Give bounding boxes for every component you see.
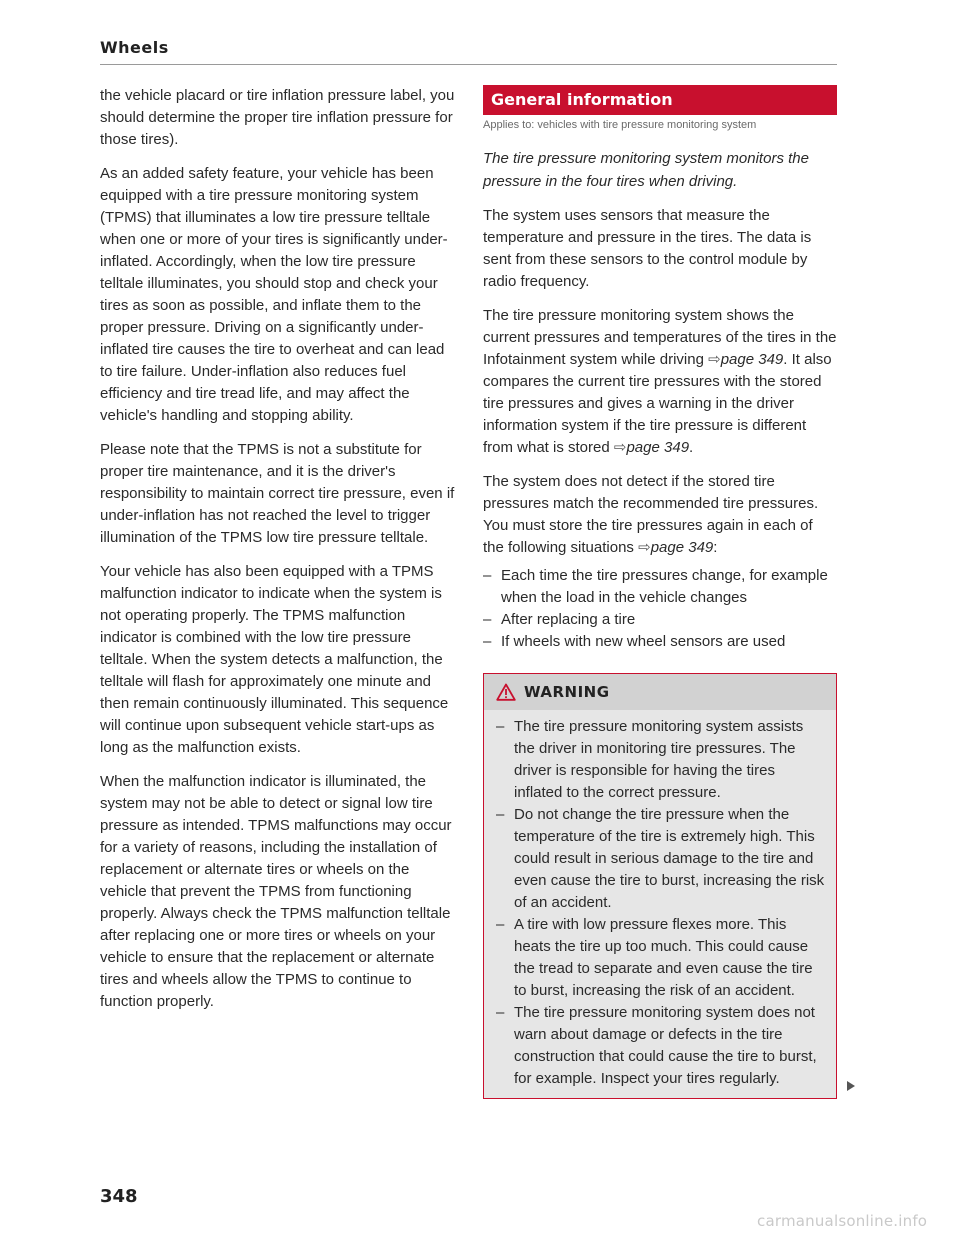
list-item: – After replacing a tire [483, 609, 837, 631]
reference-arrow-icon: ⇨ [708, 351, 721, 368]
warning-title: WARNING [524, 683, 610, 701]
warning-list [484, 716, 836, 1090]
page-reference-link[interactable]: page 349 [626, 439, 690, 456]
paragraph [483, 305, 837, 459]
section-intro: The tire pressure monitoring system monitors the pressure in the four tires when driving. [483, 150, 809, 190]
warning-item: – The tire pressure monitoring system does not warn about damage or defects in the tire construction that could cause the tire to burst, for example. Inspect your tires regularly. [496, 1002, 826, 1090]
paragraph: When the malfunction indicator is illuminated, the system may not be able to detect or signal low tire pressure as intended. TPMS malfunctions may occur for a variety of reasons, including the installation of replacement or alternate tires or wheels on the vehicle that prevent the TPMS from functioning properly. Always check the TPMS malfunction telltale after replacing one or more tires or wheels on your vehicle to ensure that the replacement or alternate tires and wheels allow the TPMS to continue to function properly. [100, 773, 452, 1010]
list-item: – If wheels with new wheel sensors are used [483, 631, 837, 653]
paragraph: Your vehicle has also been equipped with a TPMS malfunction indicator to indicate when the system is not operating properly. The TPMS malfunction indicator is combined with the low tire pressure telltale. When the system detects a malfunction, the telltale will flash for approximately one minute and then remain continuously illuminated. This sequence will continue upon subsequent vehicle start-ups as long as the malfunction exists. [100, 563, 449, 756]
paragraph [483, 471, 837, 559]
paragraph: As an added safety feature, your vehicle has been equipped with a tire pressure monitoring system (TPMS) that illuminates a low tire pressure telltale when one or more of your tires is significantly under-inflated. Accordingly, when the low tire pressure telltale illuminates, you should stop and check your tires as soon as possible, and inflate them to the proper pressure. Driving on a significantly under-inflated tire causes the tire to overheat and can lead to tire failure. Under-inflation also reduces fuel efficiency and tire tread life, and may affect the vehicle's handling and stopping ability. [100, 165, 448, 424]
paragraph: The system uses sensors that measure the temperature and pressure in the tires. The data is sent from these sensors to the control module by radio frequency. [483, 207, 812, 290]
header-divider [100, 64, 837, 65]
paragraph-text: The tire pressure monitoring system shows the current pressures and temperatures of the tires in the Infotainment system while driving [483, 307, 837, 368]
page-number: 348 [100, 1186, 138, 1207]
warning-header [484, 674, 836, 710]
reference-arrow-icon: ⇨ [613, 439, 627, 456]
paragraph-text: . It also compares the current tire pressures with the stored tire pressures and gives a warning in the driver information system if the tire pressure is different from what is stored [483, 351, 832, 456]
situations-list [483, 565, 837, 653]
page-header-title: Wheels [100, 38, 169, 57]
paragraph-text: : [713, 539, 718, 556]
applies-to-note: Applies to: vehicles with tire pressure monitoring system [483, 119, 757, 131]
paragraph: Please note that the TPMS is not a substitute for proper tire maintenance, and it is the driver's responsibility to maintain correct tire pressure, even if under-inflation has not reached the level to trigger illumination of the TPMS low tire pressure telltale. [100, 441, 455, 546]
reference-arrow-icon: ⇨ [638, 539, 651, 556]
left-column [100, 85, 456, 1025]
paragraph-text: The system does not detect if the stored tire pressures match the recommended tire pressures. You must store the tire pressures again in each of the following situations [483, 473, 819, 556]
warning-box [483, 673, 837, 1099]
warning-item: – Do not change the tire pressure when the temperature of the tire is extremely high. This could result in serious damage to the tire and even cause the tire to burst, increasing the risk of an accident. [496, 804, 826, 914]
watermark-text: carmanualsonline.info [757, 1212, 928, 1230]
paragraph-text: . [689, 439, 694, 456]
list-item: – Each time the tire pressures change, for example when the load in the vehicle changes [483, 565, 837, 609]
page-reference-link[interactable]: page 349 [720, 351, 784, 368]
warning-item: – The tire pressure monitoring system assists the driver in monitoring tire pressures. The driver is responsible for having the tires inflated to the correct pressure. [496, 716, 826, 804]
warning-triangle-icon [496, 683, 516, 701]
warning-item: – A tire with low pressure flexes more. This heats the tire up too much. This could cause the tread to separate and even cause the tire to burst, increasing the risk of an accident. [496, 914, 826, 1002]
paragraph: the vehicle placard or tire inflation pressure label, you should determine the proper tire inflation pressure for those tires). [100, 87, 455, 148]
page-reference-link[interactable]: page 349 [650, 539, 714, 556]
right-column [483, 85, 837, 1099]
continue-arrow-icon [846, 1080, 856, 1092]
section-title: General information [483, 85, 837, 115]
